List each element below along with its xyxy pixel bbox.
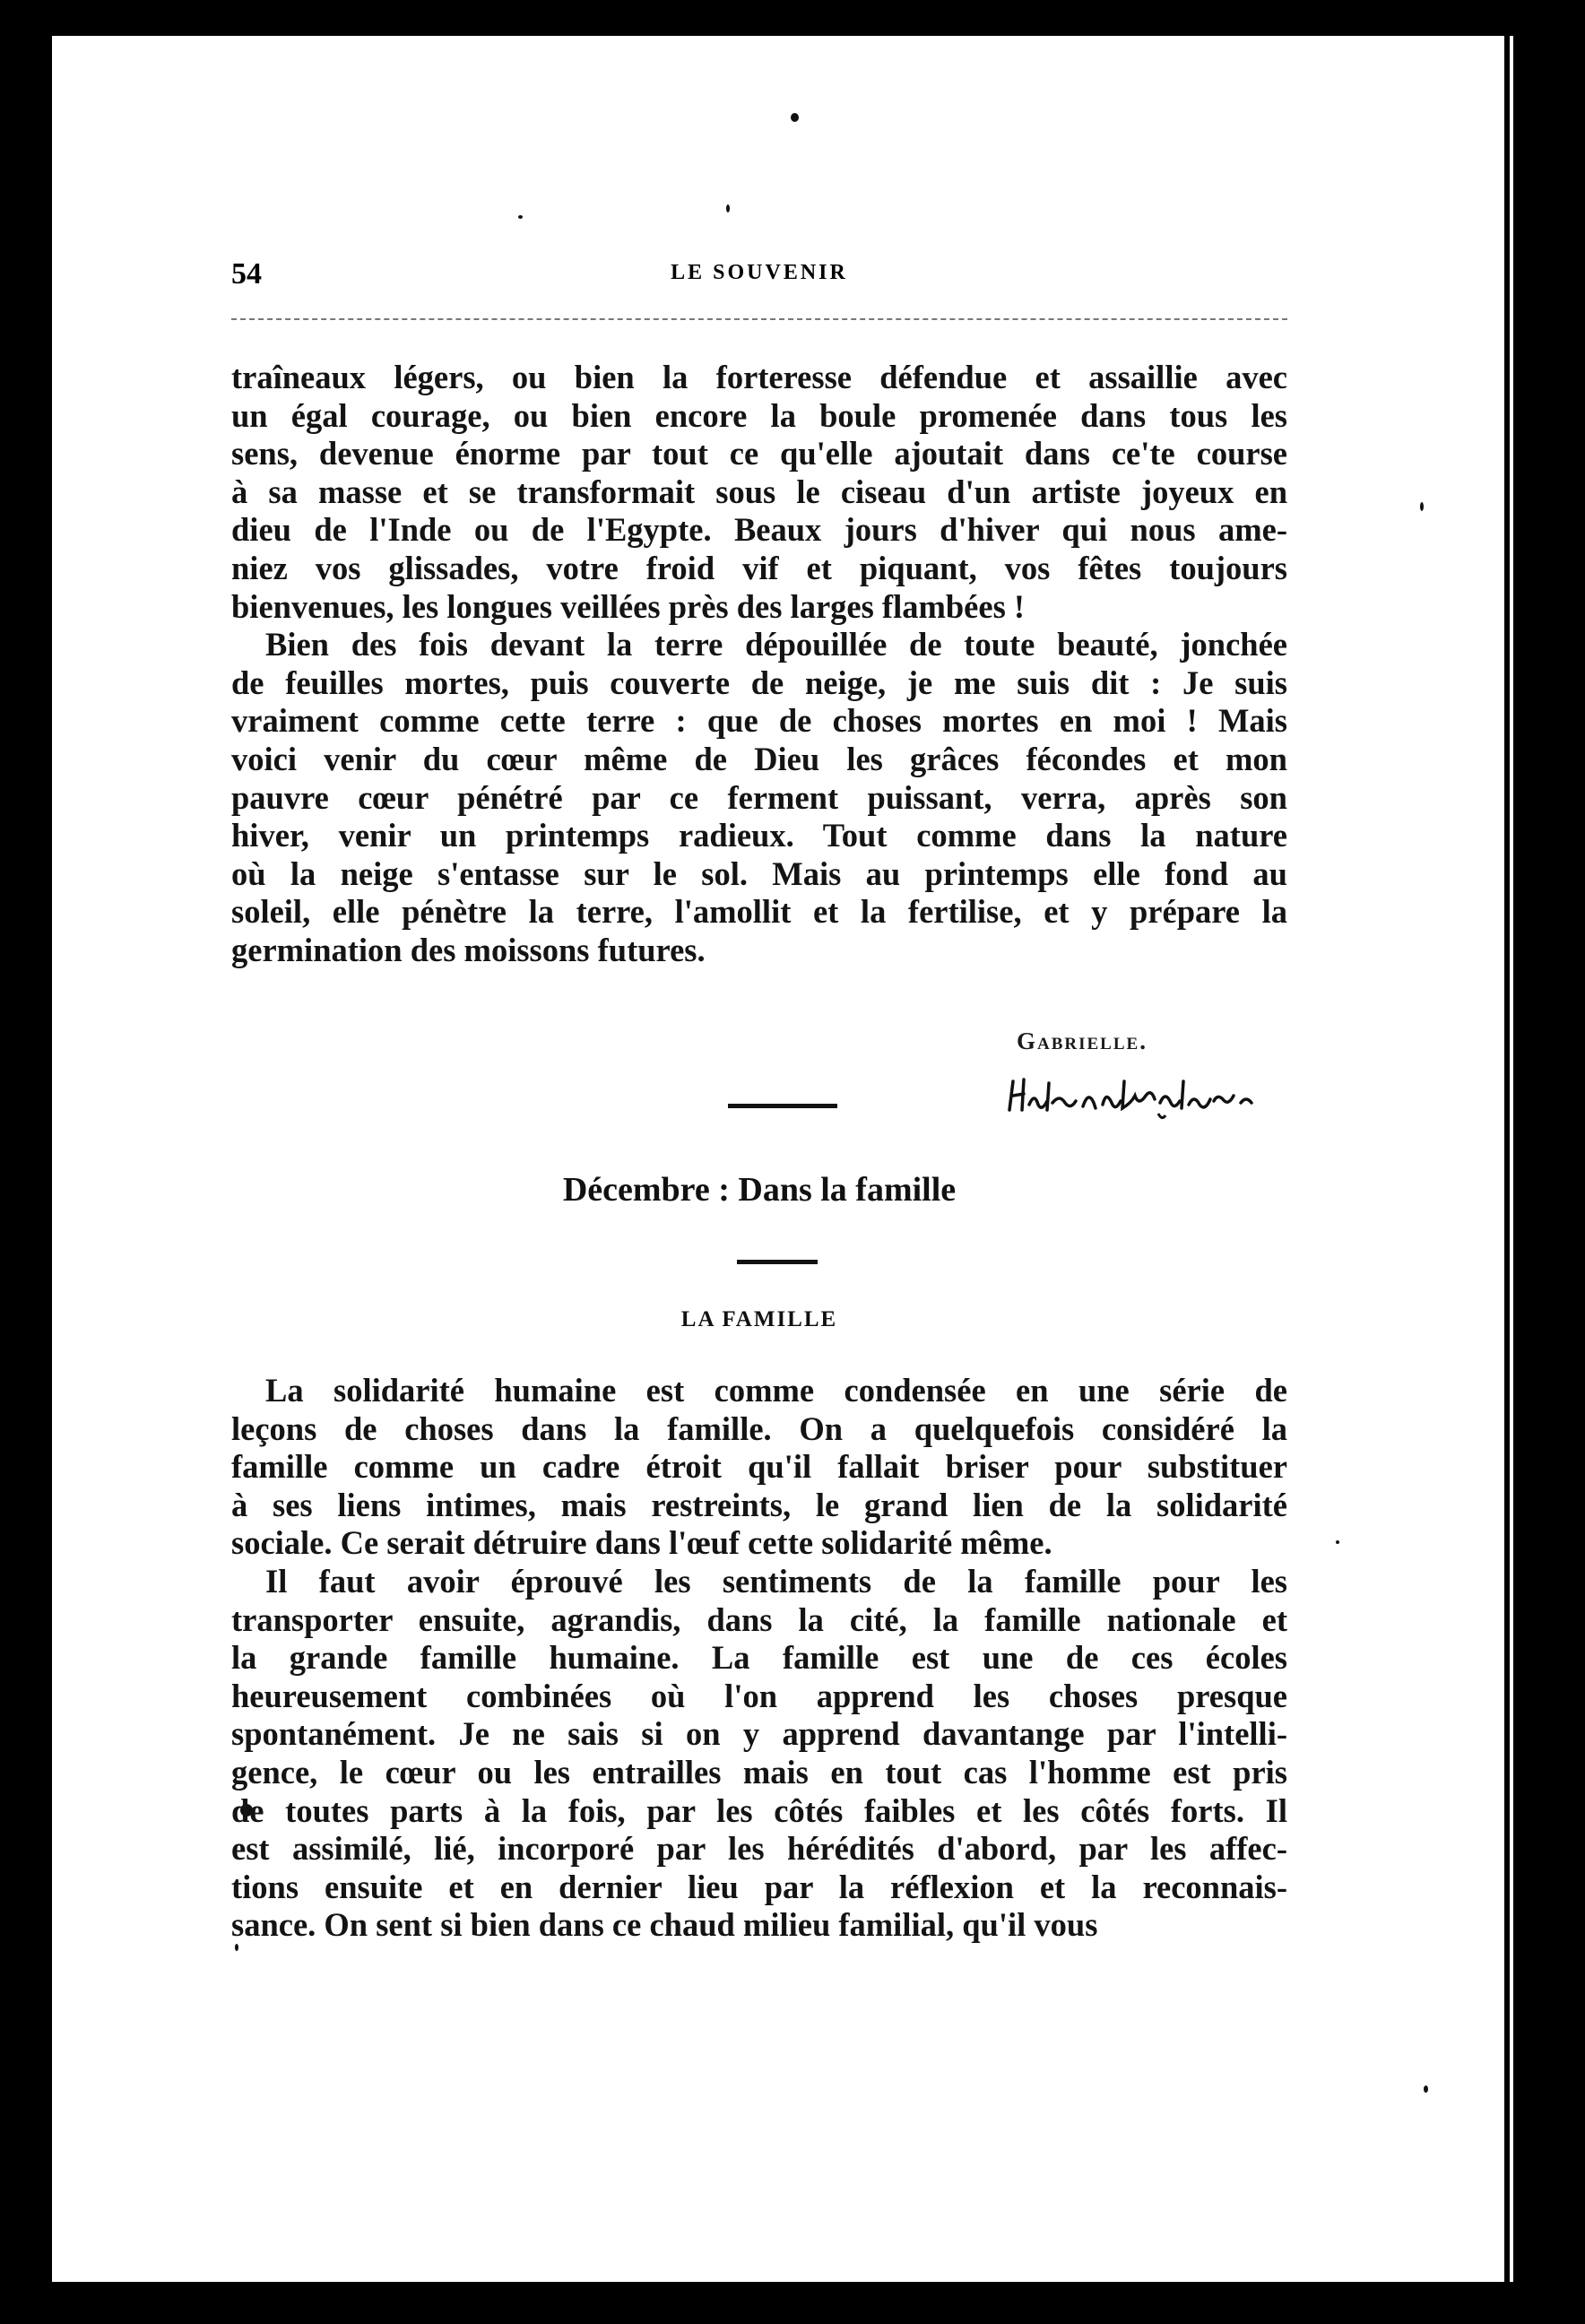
page-number: 54 (231, 257, 262, 290)
text-line: sociale. Ce serait détruire dans l'œuf cette solidarité même. (231, 1524, 1052, 1562)
text-line: gence, le cœur ou les entrailles mais en tout cas l'homme est pris (231, 1753, 1287, 1791)
scan-speck (791, 113, 799, 122)
scan-speck (1336, 1540, 1339, 1544)
paragraph (231, 1372, 1287, 1563)
text-line: niez vos glissades, votre froid vif et piquant, vos fêtes toujours (231, 549, 1287, 586)
text-line: de feuilles mortes, puis couverte de neige, je me suis dit : Je suis (231, 663, 1287, 701)
text-line: un égal courage, ou bien encore la boule promenée dans tous les (231, 396, 1287, 434)
text-line: tions ensuite et en dernier lieu par la réflexion et la reconnais- (231, 1868, 1287, 1905)
text-line: bienvenues, les longues veillées près des larges flambées ! (231, 587, 1026, 625)
text-line: heureusement combinées où l'on apprend les choses presque (231, 1677, 1287, 1714)
subsection-title: LA FAMILLE (680, 1307, 838, 1331)
text-line: où la neige s'entasse sur le sol. Mais au printemps elle fond au (231, 854, 1287, 892)
text-line: à ses liens intimes, mais restreints, le grand lien de la solidarité (231, 1486, 1287, 1523)
text-line: pauvre cœur pénétré par ce ferment puissant, verra, après son (231, 778, 1287, 816)
paragraph (231, 626, 1287, 969)
text-line: germination des moissons futures. (231, 931, 706, 968)
text-line: à sa masse et se transformait sous le ciseau d'un artiste joyeux en (231, 473, 1287, 510)
text-line: vraiment comme cette terre : que de choses mortes en moi ! Mais (231, 702, 1287, 740)
text-line: traîneaux légers, ou bien la forteresse défendue et assaillie avec (231, 359, 1287, 395)
text-line: leçons de choses dans la famille. On a quelquefois considéré la (231, 1409, 1287, 1447)
scan-speck (518, 215, 523, 219)
scan-speck (726, 204, 730, 212)
scan-speck (1420, 502, 1424, 511)
text-line: sens, devenue énorme par tout ce qu'elle ajoutait dans ce'te course (231, 435, 1287, 473)
text-line: Bien des fois devant la terre dépouillée de toute beauté, jonchée (265, 626, 1287, 663)
section-body (231, 1372, 1287, 1945)
text-line: voici venir du cœur même de Dieu les grâces fécondes et mon (231, 740, 1287, 777)
text-line: sance. On sent si bien dans ce chaud milieu familial, qu'il vous (231, 1906, 1098, 1944)
text-line: de toutes parts à la fois, par les côtés faibles et les côtés forts. Il (231, 1791, 1287, 1829)
text-line: la grande famille humaine. La famille est une de ces écoles (231, 1639, 1287, 1677)
author-signature: Gabrielle. (1017, 1028, 1148, 1054)
text-line: transporter ensuite, agrandis, dans la cité, la famille nationale et (231, 1600, 1287, 1638)
continued-text (231, 359, 1287, 970)
handwritten-note (1006, 1069, 1266, 1123)
text-line: Il faut avoir éprouvé les sentiments de la famille pour les (265, 1562, 1287, 1600)
page-edge-line (1510, 36, 1513, 2282)
text-line: dieu de l'Inde ou de l'Egypte. Beaux jours d'hiver qui nous ame- (231, 511, 1287, 549)
text-line: La solidarité humaine est comme condensée en une série de (265, 1372, 1287, 1409)
text-line: hiver, venir un printemps radieux. Tout comme dans la nature (231, 817, 1287, 854)
text-line: est assimilé, lié, incorporé par les hérédités d'abord, par les affec- (231, 1830, 1287, 1868)
paragraph (231, 359, 1287, 626)
text-line: famille comme un cadre étroit qu'il fallait briser pour substituer (231, 1448, 1287, 1486)
text-line: soleil, elle pénètre la terre, l'amollit et la fertilise, et y prépare la (231, 893, 1287, 931)
scan-speck (235, 1944, 238, 1951)
scan-speck (1424, 2086, 1428, 2093)
subsection-divider (737, 1260, 818, 1264)
page-header (231, 257, 1287, 293)
section-divider (728, 1104, 837, 1108)
running-title: LE SOUVENIR (671, 261, 848, 284)
text-line: spontanément. Je ne sais si on y apprend davantange par l'intelli- (231, 1715, 1287, 1753)
book-spine-shadow (1515, 0, 1585, 2324)
section-title: Décembre : Dans la famille (562, 1171, 957, 1209)
header-rule (231, 318, 1287, 320)
paragraph (231, 1563, 1287, 1945)
